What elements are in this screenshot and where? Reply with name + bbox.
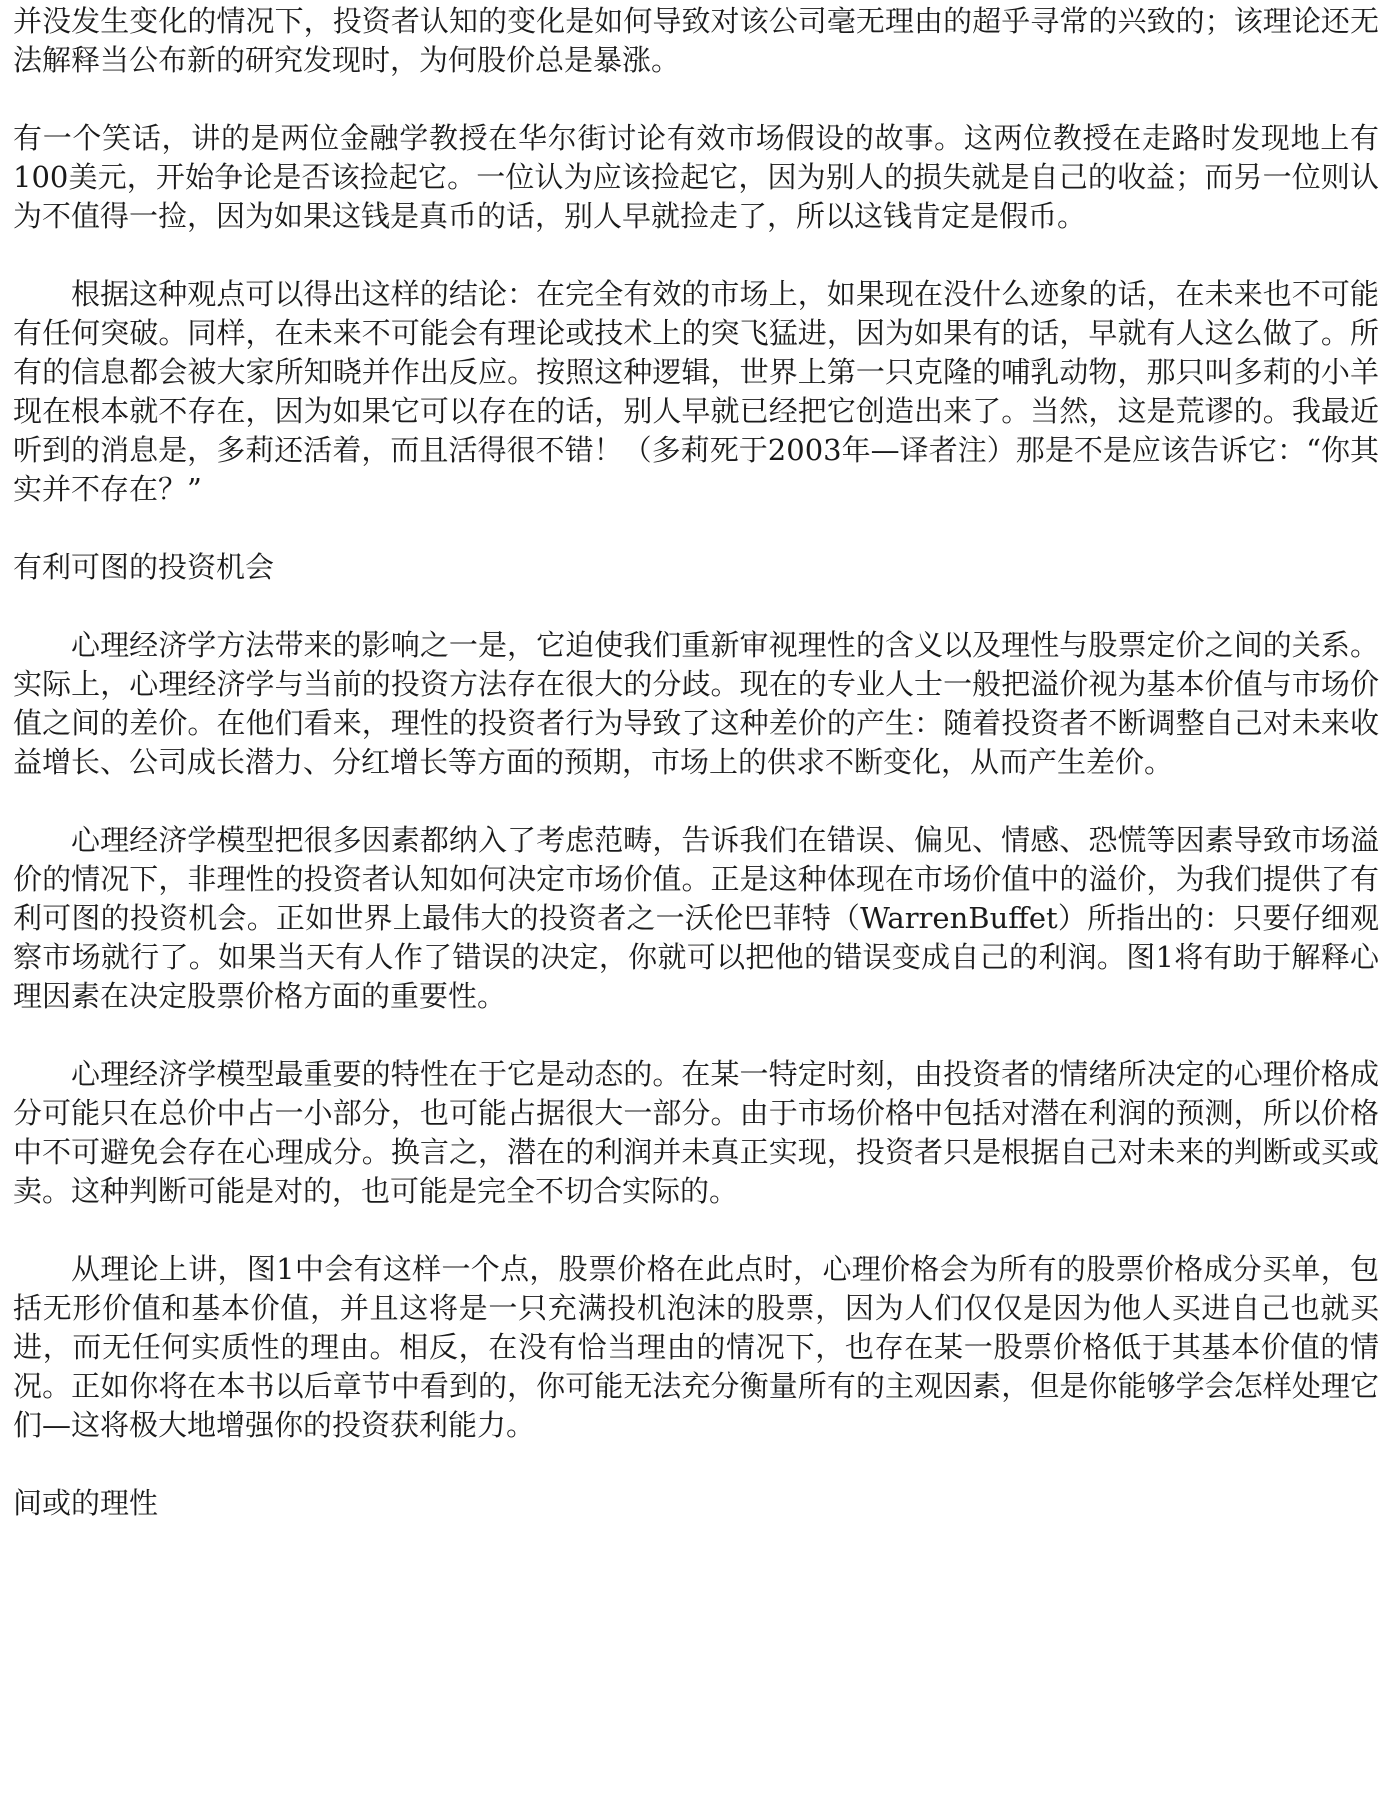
paragraph-conclusion: 根据这种观点可以得出这样的结论：在完全有效的市场上，如果现在没什么迹象的话，在未来也不可能有任何突破。同样，在未来不可能会有理论或技术上的突飞猛进，因为如果有的话，早就有人这么做了。所有的信息都会被大家所知晓并作出反应。按照这种逻辑，世界上第一只克隆的哺乳动物，那只叫多莉的小羊现在根本就不存在，因为如果它可以存在的话，别人早就已经把它创造出来了。当然，这是荒谬的。我最近听到的消息是，多莉还活着，而且活得很不错！（多莉死于2003年—译者注）那是不是应该告诉它：“你其实并不存在？” (13, 277, 1379, 506)
section-heading-profitable-opportunities: 有利可图的投资机会 (13, 550, 275, 584)
paragraph-rationality: 心理经济学方法带来的影响之一是，它迫使我们重新审视理性的含义以及理性与股票定价之间的关系。实际上，心理经济学与当前的投资方法存在很大的分歧。现在的专业人士一般把溢价视为基本价值与市场价值之间的差价。在他们看来，理性的投资者行为导致了这种差价的产生：随着投资者不断调整自己对未来收益增长、公司成长潜力、分红增长等方面的预期，市场上的供求不断变化，从而产生差价。 (13, 628, 1379, 779)
paragraph-dynamic-model: 心理经济学模型最重要的特性在于它是动态的。在某一特定时刻，由投资者的情绪所决定的心理价格成分可能只在总价中占一小部分，也可能占据很大一部分。由于市场价格中包括对潜在利润的预测，所以价格中不可避免会存在心理成分。换言之，潜在的利润并未真正实现，投资者只是根据自己对未来的判断或买或卖。这种判断可能是对的，也可能是完全不切合实际的。 (13, 1057, 1379, 1208)
section-heading-occasional-rationality: 间或的理性 (13, 1486, 159, 1520)
document-page (13, 2, 1379, 1523)
paragraph-psychoeconomic-model: 心理经济学模型把很多因素都纳入了考虑范畴，告诉我们在错误、偏见、情感、恐慌等因素导致市场溢价的情况下，非理性的投资者认知如何决定市场价值。正是这种体现在市场价值中的溢价，为我们提供了有利可图的投资机会。正如世界上最伟大的投资者之一沃伦巴菲特（WarrenBuffet）所指出的：只要仔细观察市场就行了。如果当天有人作了错误的决定，你就可以把他的错误变成自己的利润。图1将有助于解释心理因素在决定股票价格方面的重要性。 (13, 823, 1379, 1013)
paragraph-joke: 有一个笑话，讲的是两位金融学教授在华尔街讨论有效市场假设的故事。这两位教授在走路时发现地上有100美元，开始争论是否该捡起它。一位认为应该捡起它，因为别人的损失就是自己的收益；而另一位则认为不值得一捡，因为如果这钱是真币的话，别人早就捡走了，所以这钱肯定是假币。 (13, 121, 1379, 233)
paragraph-theory: 从理论上讲，图1中会有这样一个点，股票价格在此点时，心理价格会为所有的股票价格成分买单，包括无形价值和基本价值，并且这将是一只充满投机泡沫的股票，因为人们仅仅是因为他人买进自己也就买进，而无任何实质性的理由。相反，在没有恰当理由的情况下，也存在某一股票价格低于其基本价值的情况。正如你将在本书以后章节中看到的，你可能无法充分衡量所有的主观因素，但是你能够学会怎样处理它们—这将极大地增强你的投资获利能力。 (13, 1252, 1379, 1442)
paragraph-continuation: 并没发生变化的情况下，投资者认知的变化是如何导致对该公司毫无理由的超乎寻常的兴致的；该理论还无法解释当公布新的研究发现时，为何股价总是暴涨。 (13, 4, 1379, 77)
